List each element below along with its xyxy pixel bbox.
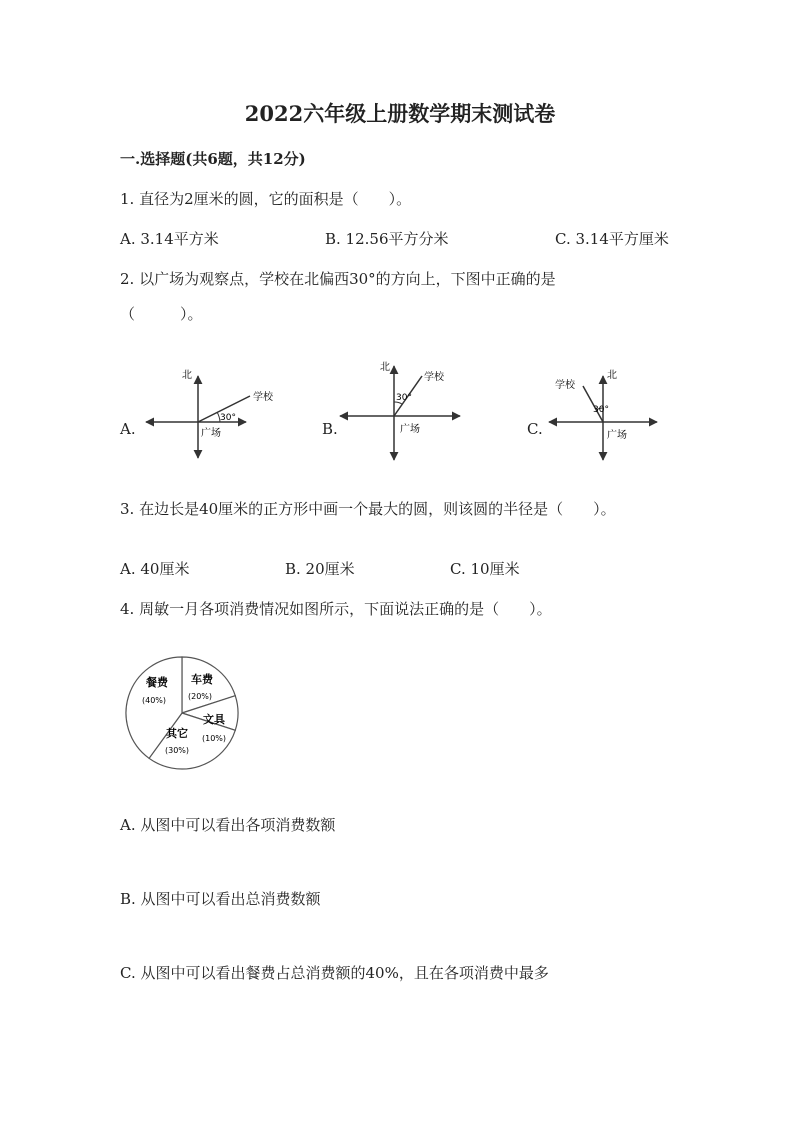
q2-figure-b	[338, 352, 478, 464]
figure-c-school-line	[583, 386, 603, 422]
q2-figure-a	[140, 362, 280, 462]
q3-option-a: A. 40厘米	[120, 560, 190, 578]
pie-label-other: 其它	[166, 727, 188, 740]
q3-option-b: B. 20厘米	[285, 560, 355, 578]
figure-c-angle: 30°	[593, 405, 609, 415]
pie-percent-stationery: (10%)	[201, 734, 227, 743]
consumption-pie-chart	[122, 653, 242, 773]
question-4: 4. 周敏一月各项消费情况如图所示，下面说法正确的是（ ）。	[120, 600, 552, 618]
figure-a-north: 北	[182, 370, 192, 381]
figure-b-angle: 30°	[396, 393, 412, 403]
section-heading: 一.选择题(共6题，共12分)	[120, 150, 306, 168]
q2-figure-a-label: A.	[120, 420, 136, 438]
figure-c-north: 北	[607, 370, 617, 381]
pie-percent-fare: (20%)	[187, 692, 213, 701]
figure-c-square: 广场	[607, 430, 627, 441]
q4-option-a: A. 从图中可以看出各项消费数额	[120, 816, 336, 834]
figure-a-school: 学校	[253, 392, 273, 403]
pie-label-stationery: 文具	[203, 713, 225, 726]
pie-percent-meal: (40%)	[141, 696, 167, 705]
pie-percent-other: (30%)	[164, 746, 190, 755]
q1-option-a: A. 3.14平方米	[120, 230, 219, 248]
q4-option-c: C. 从图中可以看出餐费占总消费额的40%，且在各项消费中最多	[120, 964, 549, 982]
figure-c-school: 学校	[555, 380, 575, 391]
q1-option-c: C. 3.14平方厘米	[555, 230, 669, 248]
q2-figure-c	[545, 362, 665, 462]
q2-figure-c-label: C.	[527, 420, 543, 438]
question-1: 1. 直径为2厘米的圆，它的面积是（ ）。	[120, 190, 412, 208]
page-title: 2022六年级上册数学期末测试卷	[244, 101, 556, 126]
figure-b-school: 学校	[424, 372, 444, 383]
pie-label-fare: 车费	[191, 673, 213, 686]
question-2-blank: （ ）。	[120, 305, 203, 323]
q1-option-b: B. 12.56平方分米	[325, 230, 449, 248]
figure-a-angle: 30°	[220, 413, 236, 423]
q3-option-c: C. 10厘米	[450, 560, 520, 578]
question-3: 3. 在边长是40厘米的正方形中画一个最大的圆，则该圆的半径是（ ）。	[120, 500, 616, 518]
q4-option-b: B. 从图中可以看出总消费数额	[120, 890, 321, 908]
pie-label-meal: 餐费	[146, 676, 168, 689]
figure-b-square: 广场	[400, 424, 420, 435]
question-2: 2. 以广场为观察点，学校在北偏西30°的方向上，下图中正确的是	[120, 270, 556, 288]
figure-a-square: 广场	[201, 428, 221, 439]
q2-figure-b-label: B.	[322, 420, 338, 438]
figure-b-north: 北	[380, 362, 390, 373]
